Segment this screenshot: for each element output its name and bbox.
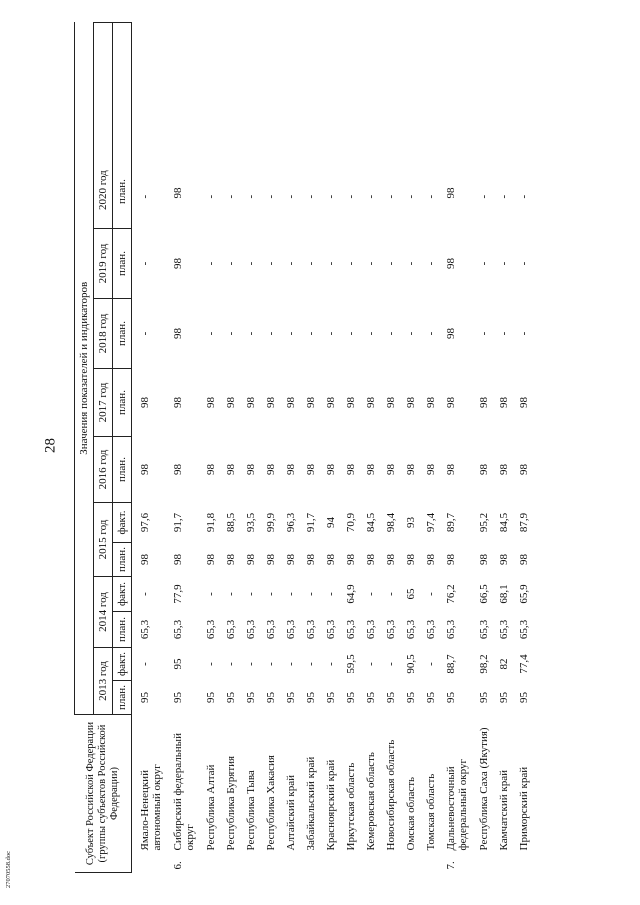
value-cell: - (139, 194, 151, 199)
value-cell: - (365, 331, 377, 336)
value-cell: 97,6 (139, 512, 151, 533)
value-cell: 98 (265, 397, 277, 408)
value-cell: 84,5 (498, 512, 510, 533)
plan-header: план. (113, 437, 132, 503)
fact-header: факт. (113, 577, 132, 612)
value-cell: 95 (365, 692, 377, 703)
value-cell: - (385, 592, 397, 596)
value-cell: - (305, 331, 317, 336)
row-number (518, 855, 538, 873)
value-cell: - (245, 194, 257, 199)
table-header (75, 22, 132, 872)
value-cell: - (478, 331, 490, 336)
value-cell: 98 (172, 554, 184, 565)
table-row (285, 22, 305, 872)
value-cell: 98,4 (385, 512, 397, 533)
value-cell: 65,3 (172, 619, 184, 640)
value-cell: 95 (172, 692, 184, 703)
value-cell: 98 (445, 554, 457, 565)
subject-name: Республика Бурятия (225, 755, 237, 851)
value-cell: 65,3 (265, 619, 277, 640)
value-cell: 98,2 (478, 654, 490, 674)
value-cell: - (139, 331, 151, 336)
value-cell: 65,3 (498, 619, 510, 640)
value-cell: 95 (425, 692, 437, 703)
value-cell: 98 (245, 397, 257, 408)
value-cell: 98 (345, 397, 357, 408)
fact-header: факт. (113, 648, 132, 681)
row-number (325, 855, 345, 873)
value-cell: 98 (325, 554, 337, 565)
value-cell: - (325, 261, 337, 266)
value-cell: 98 (305, 464, 317, 475)
row-number (478, 855, 498, 873)
year-2014-header: 2014 год (94, 577, 113, 648)
value-cell: 65,3 (445, 619, 457, 640)
value-cell: 98 (405, 554, 417, 565)
value-cell: - (325, 194, 337, 199)
subject-name: Республика Тыва (245, 770, 257, 851)
value-cell: 95 (518, 692, 530, 703)
value-cell: 98 (172, 397, 184, 408)
value-cell: - (285, 261, 297, 266)
value-cell: - (245, 592, 257, 596)
value-cell: 95 (245, 692, 257, 703)
row-number (385, 855, 405, 873)
table-row (225, 22, 245, 872)
value-cell: 99,9 (265, 512, 277, 533)
value-cell: - (325, 662, 337, 666)
value-cell: - (225, 331, 237, 336)
value-cell: 98 (172, 258, 184, 269)
value-cell: 98 (285, 464, 297, 475)
year-2015-header: 2015 год (94, 503, 113, 577)
year-2016-header: 2016 год (94, 437, 113, 503)
table-row (305, 22, 325, 872)
subject-name: Сибирский федеральный округ (172, 733, 196, 851)
value-cell: - (225, 194, 237, 199)
value-cell: 98 (445, 187, 457, 199)
value-cell: 91,7 (305, 512, 317, 533)
table-row (365, 22, 385, 872)
value-cell: - (225, 592, 237, 596)
value-cell: - (425, 331, 437, 336)
document-code: 27070558.doc (5, 850, 12, 888)
plan-header: план. (113, 681, 132, 715)
value-cell: - (305, 261, 317, 266)
value-cell: - (425, 592, 437, 596)
table-row (132, 22, 173, 872)
table-row (405, 22, 425, 872)
subject-name: Дальневосточный федеральный округ (445, 759, 469, 851)
row-number (305, 855, 325, 873)
table-body (132, 22, 539, 872)
value-cell: - (345, 331, 357, 336)
value-cell: - (425, 194, 437, 199)
value-cell: 98 (385, 464, 397, 475)
year-2020-header: 2020 год (94, 22, 113, 228)
table-row (385, 22, 405, 872)
value-cell: 65,3 (305, 619, 317, 640)
value-cell: 95 (172, 658, 184, 670)
value-cell: 95 (345, 692, 357, 703)
subject-name: Республика Хакасия (265, 755, 277, 851)
table-row (325, 22, 345, 872)
value-cell: 98 (405, 464, 417, 475)
table-row (478, 22, 498, 872)
subject-name: Республика Саха (Якутия) (478, 727, 490, 851)
value-cell: - (285, 662, 297, 666)
value-cell: 98 (205, 397, 217, 408)
value-cell: - (265, 194, 277, 199)
value-cell: 98 (445, 258, 457, 269)
value-cell: - (365, 592, 377, 596)
value-cell: - (139, 592, 151, 596)
plan-header: план. (113, 369, 132, 437)
value-cell: - (385, 194, 397, 199)
value-cell: - (425, 662, 437, 666)
value-cell: 95 (498, 692, 510, 703)
value-cell: 96,3 (285, 512, 297, 533)
value-cell: 98 (265, 464, 277, 475)
value-cell: 98 (305, 397, 317, 408)
value-cell: - (518, 261, 530, 266)
value-cell: - (205, 194, 217, 199)
value-cell: 88,7 (445, 654, 457, 674)
value-cell: - (345, 261, 357, 266)
value-cell: - (285, 331, 297, 336)
value-cell: - (405, 261, 417, 266)
value-cell: - (498, 331, 510, 336)
subject-name: Красноярский край (325, 759, 337, 851)
subject-name: Камчатский край (498, 770, 510, 851)
value-cell: 98 (445, 397, 457, 408)
table-row (205, 22, 225, 872)
value-cell: 65,3 (518, 619, 530, 640)
value-cell: 64,9 (345, 584, 357, 604)
year-2017-header: 2017 год (94, 369, 113, 437)
value-cell: - (365, 261, 377, 266)
value-cell: 98 (518, 397, 530, 408)
value-cell: - (478, 261, 490, 266)
value-cell: 95 (405, 692, 417, 703)
value-cell: - (405, 331, 417, 336)
table-row (498, 22, 518, 872)
value-cell: 65,3 (385, 619, 397, 640)
value-cell: - (365, 194, 377, 199)
value-cell: 77,9 (172, 584, 184, 604)
value-cell: - (478, 194, 490, 199)
value-cell: 65,3 (365, 619, 377, 640)
value-cell: 65,3 (325, 619, 337, 640)
value-cell: - (385, 261, 397, 266)
value-cell: 98 (245, 464, 257, 475)
value-cell: 98 (425, 554, 437, 565)
value-cell: 98 (518, 464, 530, 475)
row-number (245, 855, 265, 873)
value-cell: - (285, 194, 297, 199)
table-row (265, 22, 285, 872)
value-cell: 98 (425, 397, 437, 408)
value-cell: - (405, 194, 417, 199)
value-cell: 95 (139, 692, 151, 703)
value-cell: 65,3 (139, 619, 151, 640)
value-cell: - (385, 662, 397, 666)
value-cell: 98 (498, 397, 510, 408)
value-cell: 98 (285, 554, 297, 565)
value-cell: 98 (478, 554, 490, 565)
table-row (172, 22, 205, 872)
value-cell: 68,1 (498, 584, 510, 604)
value-cell: 82 (498, 658, 510, 670)
subject-header: Субъект Российской Федерации (группы субъектов Российской Федерации) (75, 715, 132, 873)
plan-header: план. (113, 543, 132, 577)
value-cell: 95 (205, 692, 217, 703)
rotated-table-container (74, 23, 634, 873)
row-number (425, 855, 445, 873)
row-number (365, 855, 385, 873)
value-cell: 95 (325, 692, 337, 703)
value-cell: - (305, 662, 317, 666)
row-number (132, 855, 173, 873)
row-number (265, 855, 285, 873)
value-cell: 98 (139, 464, 151, 475)
value-cell: 97,4 (425, 512, 437, 533)
value-cell: - (385, 331, 397, 336)
value-cell: 98 (325, 464, 337, 475)
value-cell: 77,4 (518, 654, 530, 674)
value-cell: - (265, 261, 277, 266)
value-cell: 98 (205, 554, 217, 565)
value-cell: 98 (365, 464, 377, 475)
value-cell: 98 (478, 464, 490, 475)
value-cell: 98 (172, 328, 184, 339)
value-cell: - (345, 194, 357, 199)
plan-header: план. (113, 22, 132, 228)
value-cell: 98 (498, 554, 510, 565)
value-cell: - (205, 662, 217, 666)
subject-name: Иркутская область (345, 762, 357, 851)
row-number (285, 855, 305, 873)
value-cell: 88,5 (225, 512, 237, 533)
value-cell: 98 (478, 397, 490, 408)
value-cell: 98 (225, 397, 237, 408)
row-number: 6. (172, 861, 184, 870)
value-cell: 95 (445, 692, 457, 703)
value-cell: 76,2 (445, 584, 457, 604)
value-cell: 65,3 (245, 619, 257, 640)
subject-name: Ямало-Ненецкий автономный округ (139, 764, 163, 851)
value-cell: 98 (445, 328, 457, 339)
page-number: 28 (42, 438, 59, 453)
value-cell: - (265, 592, 277, 596)
value-cell: - (225, 662, 237, 666)
value-cell: 98 (245, 554, 257, 565)
value-cell: - (518, 331, 530, 336)
value-cell: 65,3 (478, 619, 490, 640)
year-2018-header: 2018 год (94, 299, 113, 369)
value-cell: 65,3 (405, 619, 417, 640)
value-cell: 98 (425, 464, 437, 475)
value-cell: - (225, 261, 237, 266)
fact-header: факт. (113, 503, 132, 543)
value-cell: 94 (325, 517, 337, 528)
value-cell: 65,3 (345, 619, 357, 640)
value-cell: 91,8 (205, 512, 217, 533)
subject-name: Забайкальский край (305, 756, 317, 851)
value-cell: 65,3 (285, 619, 297, 640)
value-cell: 95 (305, 692, 317, 703)
table-row (245, 22, 265, 872)
value-cell: 98 (139, 397, 151, 408)
subject-name: Алтайский край (285, 774, 297, 851)
value-cell: 59,5 (345, 654, 357, 674)
value-cell: - (305, 592, 317, 596)
value-cell: - (205, 592, 217, 596)
table-row (445, 22, 478, 872)
value-cell: - (285, 592, 297, 596)
row-number: 7. (445, 861, 457, 870)
value-cell: - (498, 194, 510, 199)
row-number (405, 855, 425, 873)
value-cell: 65,3 (425, 619, 437, 640)
value-cell: 95,2 (478, 512, 490, 533)
value-cell: 98 (445, 464, 457, 475)
value-cell: 65 (405, 588, 417, 600)
subject-name: Республика Алтай (205, 764, 217, 851)
value-cell: - (498, 261, 510, 266)
value-cell: 87,9 (518, 512, 530, 533)
value-cell: 93,5 (245, 512, 257, 533)
row-number (498, 855, 518, 873)
value-cell: 98 (205, 464, 217, 475)
value-cell: - (245, 331, 257, 336)
indicators-table (74, 22, 538, 873)
subject-name: Приморский край (518, 766, 530, 851)
row-number (345, 855, 365, 873)
value-cell: 98 (172, 464, 184, 475)
value-cell: - (139, 261, 151, 266)
value-cell: 98 (305, 554, 317, 565)
row-number (225, 855, 245, 873)
value-cell: 95 (285, 692, 297, 703)
value-cell: 89,7 (445, 512, 457, 533)
plan-header: план. (113, 229, 132, 299)
value-cell: - (205, 331, 217, 336)
value-cell: 98 (518, 554, 530, 565)
value-cell: 65,3 (225, 619, 237, 640)
value-cell: 98 (285, 397, 297, 408)
value-cell: 95 (478, 692, 490, 703)
subject-name: Омская область (405, 776, 417, 851)
value-cell: 65,3 (205, 619, 217, 640)
value-cell: - (265, 662, 277, 666)
value-cell: 98 (345, 464, 357, 475)
plan-header: план. (113, 612, 132, 648)
indicators-header: Значения показателей и индикаторов (75, 22, 94, 714)
value-cell: 95 (265, 692, 277, 703)
value-cell: - (139, 662, 151, 666)
value-cell: 98 (385, 554, 397, 565)
value-cell: 91,7 (172, 512, 184, 533)
value-cell: 65,9 (518, 584, 530, 604)
value-cell: - (365, 662, 377, 666)
value-cell: 93 (405, 517, 417, 528)
table-row (425, 22, 445, 872)
value-cell: 98 (345, 554, 357, 565)
value-cell: 98 (172, 187, 184, 199)
value-cell: 70,9 (345, 512, 357, 533)
subject-name: Томская область (425, 773, 437, 851)
value-cell: 98 (139, 554, 151, 565)
value-cell: 98 (225, 464, 237, 475)
value-cell: 98 (265, 554, 277, 565)
value-cell: - (205, 261, 217, 266)
table-row (518, 22, 538, 872)
plan-header: план. (113, 299, 132, 369)
value-cell: - (325, 592, 337, 596)
year-2013-header: 2013 год (94, 648, 113, 715)
subject-name: Новосибирская область (385, 739, 397, 851)
subject-name: Кемеровская область (365, 752, 377, 851)
row-number (205, 855, 225, 873)
value-cell: - (265, 331, 277, 336)
value-cell: - (425, 261, 437, 266)
value-cell: 95 (225, 692, 237, 703)
value-cell: - (245, 261, 257, 266)
year-2019-header: 2019 год (94, 229, 113, 299)
value-cell: 98 (405, 397, 417, 408)
value-cell: 90,5 (405, 654, 417, 674)
value-cell: 66,5 (478, 584, 490, 604)
value-cell: 98 (325, 397, 337, 408)
value-cell: 95 (385, 692, 397, 703)
value-cell: 84,5 (365, 512, 377, 533)
value-cell: - (245, 662, 257, 666)
value-cell: 98 (365, 554, 377, 565)
value-cell: 98 (498, 464, 510, 475)
value-cell: 98 (365, 397, 377, 408)
table-row (345, 22, 365, 872)
value-cell: - (305, 194, 317, 199)
value-cell: 98 (385, 397, 397, 408)
value-cell: - (518, 194, 530, 199)
value-cell: 98 (225, 554, 237, 565)
value-cell: - (325, 331, 337, 336)
